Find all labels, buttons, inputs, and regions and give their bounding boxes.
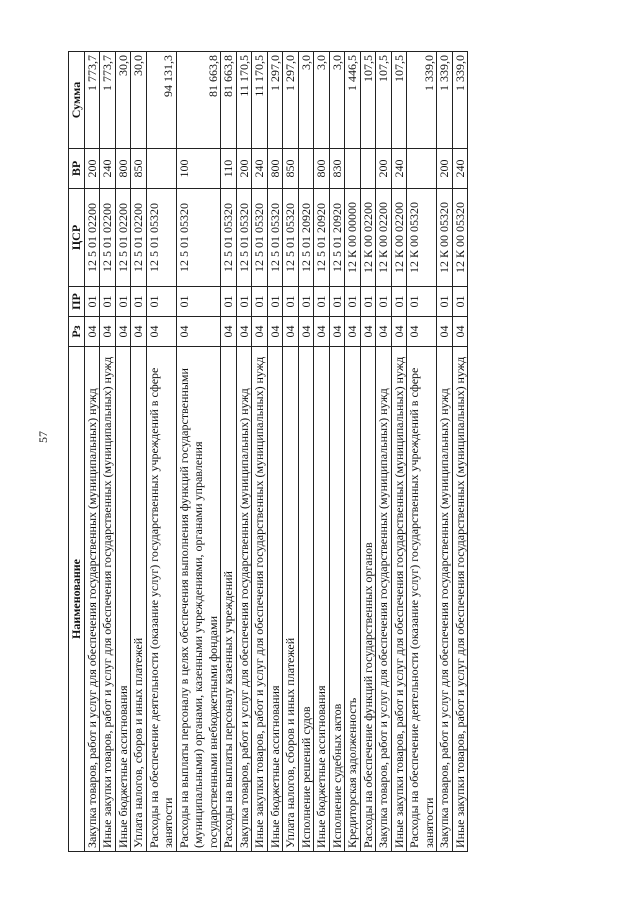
cell-rz: 04 (131, 317, 147, 347)
header-rz: Рз (69, 317, 85, 347)
cell-sum: 81 663,8 (221, 52, 237, 149)
cell-vr: 800 (314, 149, 330, 189)
page-number: 57 (36, 431, 50, 443)
cell-pr: 01 (131, 287, 147, 317)
cell-sum: 30,0 (131, 52, 147, 149)
cell-csr: 12 5 01 02200 (100, 189, 116, 287)
cell-vr: 200 (376, 149, 392, 189)
cell-name: Расходы на обеспечение деятельности (оказание услуг) государственных учреждений в сфере занятости (146, 347, 176, 852)
cell-vr: 110 (221, 149, 237, 189)
cell-csr: 12 5 01 05320 (252, 189, 268, 287)
cell-vr: 200 (84, 149, 100, 189)
cell-name: Закупка товаров, работ и услуг для обеспечения государственных (муниципальных) нужд (84, 347, 100, 852)
cell-name: Закупка товаров, работ и услуг для обеспечения государственных (муниципальных) нужд (376, 347, 392, 852)
cell-vr (298, 149, 314, 189)
cell-rz: 04 (452, 317, 468, 347)
cell-sum: 1 339,0 (407, 52, 437, 149)
cell-csr: 12 К 00 02200 (360, 189, 376, 287)
cell-name: Иные закупки товаров, работ и услуг для обеспечения государственных (муниципальных) нужд (100, 347, 116, 852)
cell-sum: 11 170,5 (252, 52, 268, 149)
cell-name: Расходы на выплаты персоналу казенных учреждений (221, 347, 237, 852)
cell-pr: 01 (360, 287, 376, 317)
rotated-table-container (68, 52, 468, 852)
cell-name: Уплата налогов, сборов и иных платежей (131, 347, 147, 852)
cell-sum: 1 446,5 (345, 52, 361, 149)
cell-csr: 12 К 00 05320 (407, 189, 437, 287)
cell-name: Уплата налогов, сборов и иных платежей (283, 347, 299, 852)
cell-rz: 04 (298, 317, 314, 347)
cell-name: Закупка товаров, работ и услуг для обеспечения государственных (муниципальных) нужд (236, 347, 252, 852)
cell-vr: 240 (100, 149, 116, 189)
cell-rz: 04 (100, 317, 116, 347)
cell-vr (360, 149, 376, 189)
cell-pr: 01 (345, 287, 361, 317)
table-row (283, 52, 299, 852)
cell-name: Иные бюджетные ассигнования (115, 347, 131, 852)
cell-rz: 04 (407, 317, 437, 347)
cell-sum: 1 297,0 (283, 52, 299, 149)
cell-csr: 12 5 01 05320 (267, 189, 283, 287)
cell-csr: 12 5 01 20920 (329, 189, 345, 287)
table-row (314, 52, 330, 852)
cell-pr: 01 (452, 287, 468, 317)
cell-rz: 04 (267, 317, 283, 347)
table-row (345, 52, 361, 852)
cell-rz: 04 (437, 317, 453, 347)
table-row (84, 52, 100, 852)
cell-pr: 01 (376, 287, 392, 317)
cell-vr: 240 (252, 149, 268, 189)
table-body (84, 52, 468, 852)
cell-name: Исполнение решений судов (298, 347, 314, 852)
cell-rz: 04 (146, 317, 176, 347)
cell-rz: 04 (329, 317, 345, 347)
cell-pr: 01 (329, 287, 345, 317)
cell-pr: 01 (146, 287, 176, 317)
cell-rz: 04 (252, 317, 268, 347)
cell-vr (345, 149, 361, 189)
cell-sum: 107,5 (360, 52, 376, 149)
cell-name: Иные закупки товаров, работ и услуг для обеспечения государственных (муниципальных) нужд (252, 347, 268, 852)
cell-rz: 04 (360, 317, 376, 347)
table-row (360, 52, 376, 852)
header-pr: ПР (69, 287, 85, 317)
cell-sum: 1 339,0 (452, 52, 468, 149)
cell-pr: 01 (407, 287, 437, 317)
cell-sum: 11 170,5 (236, 52, 252, 149)
table-row (376, 52, 392, 852)
cell-vr: 240 (391, 149, 407, 189)
cell-sum: 3,0 (298, 52, 314, 149)
cell-vr: 200 (437, 149, 453, 189)
cell-csr: 12 5 01 02200 (115, 189, 131, 287)
cell-csr: 12 5 01 05320 (283, 189, 299, 287)
cell-csr: 12 5 01 02200 (84, 189, 100, 287)
cell-rz: 04 (176, 317, 221, 347)
cell-csr: 12 К 00 02200 (376, 189, 392, 287)
table-header-row (69, 52, 85, 852)
table-row (100, 52, 116, 852)
cell-csr: 12 К 00 05320 (452, 189, 468, 287)
cell-pr: 01 (221, 287, 237, 317)
cell-csr: 12 К 00 02200 (391, 189, 407, 287)
cell-sum: 107,5 (376, 52, 392, 149)
cell-vr: 240 (452, 149, 468, 189)
cell-pr: 01 (84, 287, 100, 317)
cell-name: Закупка товаров, работ и услуг для обеспечения государственных (муниципальных) нужд (437, 347, 453, 852)
cell-vr: 850 (131, 149, 147, 189)
cell-csr: 12 5 01 05320 (221, 189, 237, 287)
table-row (407, 52, 437, 852)
cell-vr: 800 (267, 149, 283, 189)
cell-sum: 107,5 (391, 52, 407, 149)
cell-name: Расходы на выплаты персоналу в целях обеспечения выполнения функций государственными (муниципальными) органами, казенными учреждениями, органами управления государственными внебюджетными фондами (176, 347, 221, 852)
table-row (298, 52, 314, 852)
cell-pr: 01 (391, 287, 407, 317)
cell-vr: 800 (115, 149, 131, 189)
table-row (437, 52, 453, 852)
cell-name: Расходы на обеспечение деятельности (оказание услуг) государственных учреждений в сфере занятости (407, 347, 437, 852)
cell-csr: 12 5 01 05320 (236, 189, 252, 287)
table-row (267, 52, 283, 852)
cell-pr: 01 (100, 287, 116, 317)
cell-vr (407, 149, 437, 189)
cell-name: Иные закупки товаров, работ и услуг для обеспечения государственных (муниципальных) нужд (452, 347, 468, 852)
table-row (146, 52, 176, 852)
header-vr: ВР (69, 149, 85, 189)
table-row (221, 52, 237, 852)
cell-rz: 04 (391, 317, 407, 347)
cell-csr: 12 5 01 05320 (176, 189, 221, 287)
cell-vr: 200 (236, 149, 252, 189)
cell-sum: 3,0 (314, 52, 330, 149)
cell-rz: 04 (283, 317, 299, 347)
cell-name: Иные бюджетные ассигнования (314, 347, 330, 852)
cell-pr: 01 (314, 287, 330, 317)
cell-vr (146, 149, 176, 189)
cell-csr: 12 5 01 20920 (298, 189, 314, 287)
table-row (452, 52, 468, 852)
cell-name: Иные бюджетные ассигнования (267, 347, 283, 852)
cell-rz: 04 (115, 317, 131, 347)
cell-pr: 01 (236, 287, 252, 317)
cell-sum: 3,0 (329, 52, 345, 149)
table-row (131, 52, 147, 852)
cell-sum: 94 131,3 (146, 52, 176, 149)
budget-table (68, 51, 468, 852)
cell-sum: 1 339,0 (437, 52, 453, 149)
table-row (329, 52, 345, 852)
cell-rz: 04 (84, 317, 100, 347)
header-sum: Сумма (69, 52, 85, 149)
cell-pr: 01 (283, 287, 299, 317)
cell-sum: 1 297,0 (267, 52, 283, 149)
cell-csr: 12 5 01 20920 (314, 189, 330, 287)
cell-pr: 01 (298, 287, 314, 317)
cell-pr: 01 (176, 287, 221, 317)
cell-vr: 850 (283, 149, 299, 189)
cell-sum: 1 773,7 (84, 52, 100, 149)
cell-name: Расходы на обеспечение функций государственных органов (360, 347, 376, 852)
cell-pr: 01 (115, 287, 131, 317)
cell-rz: 04 (221, 317, 237, 347)
table-row (176, 52, 221, 852)
cell-name: Исполнение судебных актов (329, 347, 345, 852)
cell-pr: 01 (252, 287, 268, 317)
cell-rz: 04 (345, 317, 361, 347)
cell-csr: 12 К 00 05320 (437, 189, 453, 287)
table-row (236, 52, 252, 852)
header-name: Наименование (69, 347, 85, 852)
cell-pr: 01 (437, 287, 453, 317)
cell-csr: 12 5 01 05320 (146, 189, 176, 287)
header-csr: ЦСР (69, 189, 85, 287)
cell-name: Иные закупки товаров, работ и услуг для обеспечения государственных (муниципальных) нужд (391, 347, 407, 852)
cell-csr: 12 К 00 00000 (345, 189, 361, 287)
cell-rz: 04 (236, 317, 252, 347)
cell-pr: 01 (267, 287, 283, 317)
cell-sum: 30,0 (115, 52, 131, 149)
cell-sum: 81 663,8 (176, 52, 221, 149)
table-row (391, 52, 407, 852)
cell-vr: 100 (176, 149, 221, 189)
cell-rz: 04 (376, 317, 392, 347)
cell-rz: 04 (314, 317, 330, 347)
cell-name: Кредиторская задолженность (345, 347, 361, 852)
table-row (115, 52, 131, 852)
table-row (252, 52, 268, 852)
cell-sum: 1 773,7 (100, 52, 116, 149)
cell-vr: 830 (329, 149, 345, 189)
cell-csr: 12 5 01 02200 (131, 189, 147, 287)
